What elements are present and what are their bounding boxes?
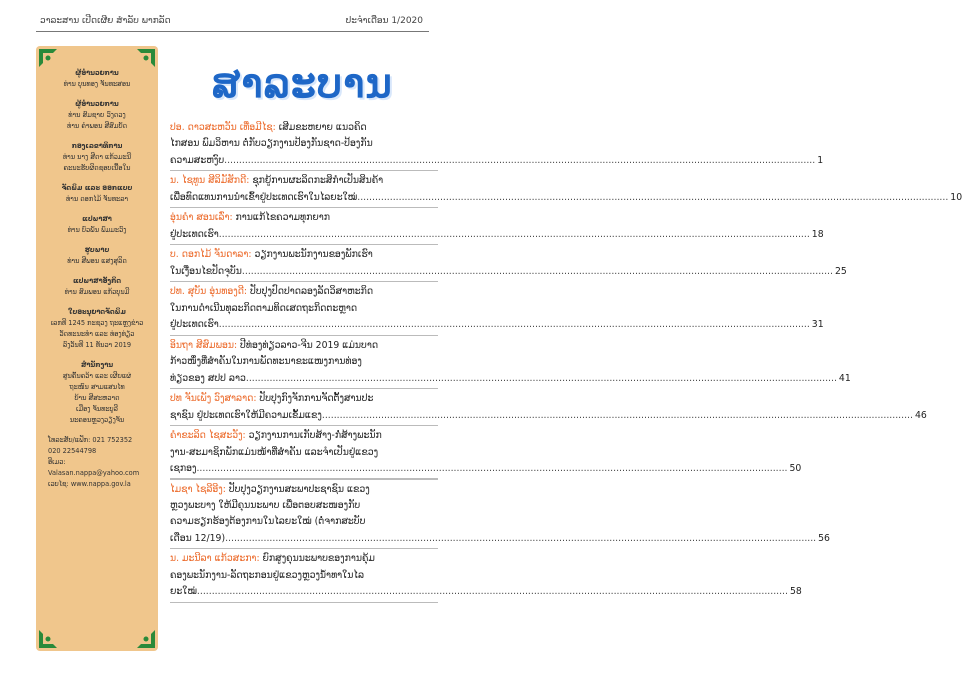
masthead-heading: ຈັດພິມ ແລະ ອອກແບບ <box>61 184 133 192</box>
masthead-heading: ໃບອະນຸຍາດຈັດພິມ <box>68 308 126 316</box>
toc-page-number: 58 <box>789 586 802 598</box>
contact-line: 020 22544798 <box>48 447 97 455</box>
header-rule <box>36 31 429 32</box>
toc-entry-last-line <box>170 317 824 333</box>
toc-title-text: ປັບປຸງປົດປາດລອງລັດວິສາຫະກິດ <box>247 286 374 298</box>
toc-entry-last-line <box>170 408 927 424</box>
toc-title-text: ຍະໃໝ່ <box>170 586 197 598</box>
toc-title-text: ຊຸກຍູ້ການຜະລິດກະສິກຳເປັນສິນຄ້າ <box>249 175 384 187</box>
toc-separator <box>170 548 438 549</box>
masthead-line: ຄະນະຮັບຜິດຊອບເນື້ອໃນ <box>63 164 131 172</box>
toc-author: ປທ. ສຸບັນ ອຸ່ນທອງດີ: <box>170 286 248 298</box>
toc-entry[interactable] <box>170 428 802 477</box>
toc-entry-first-line <box>170 210 438 226</box>
masthead-line: ທ່ານ ສົມພອນ ແກ້ວບຸນມີ <box>64 288 130 296</box>
masthead-line: ວັດທະນະທຳ ແລະ ທ່ອງທ່ຽວ <box>59 330 135 338</box>
leader-dots: ........................................................................................................................................................................................................ <box>225 532 817 544</box>
contact-line: ເວບໄຊ: www.nappa.gov.la <box>48 480 131 488</box>
toc-separator <box>170 602 438 603</box>
toc-entry-last-line <box>170 371 851 387</box>
toc-author: ນ. ໄຊທູນ ສີລິມັສັກດີ: <box>170 175 250 187</box>
masthead-line: ລົງວັນທີ 11 ທັນວາ 2019 <box>62 341 132 349</box>
header-journal-name: ວາລະສານ ເປີດເຜີຍ ສຳລັບ ພາກລັດ <box>40 16 171 26</box>
toc-author: ຄຳຂະລິດ ໄຊສະວັງ: <box>170 430 246 442</box>
toc-separator <box>170 425 438 426</box>
toc-title-text: ເດືອນ 12/19) <box>170 532 226 544</box>
toc-entry[interactable] <box>170 391 927 424</box>
toc-title-text: ປັບປຸງກົງຈັກການຈັດຕັ້ງສານປະ <box>256 393 374 405</box>
toc-page-number: 25 <box>834 265 847 277</box>
toc-entry[interactable] <box>170 120 824 169</box>
masthead-line: ບ້ານ ສີສະຫວາດ <box>74 394 120 402</box>
toc-title-text: ເຊກອງ <box>170 463 197 475</box>
toc-entry[interactable] <box>170 173 962 206</box>
toc-separator <box>170 335 438 336</box>
toc-title-text: ຄວາມສະຫງົບ <box>170 154 225 166</box>
corner-ornament-icon <box>39 49 57 67</box>
masthead-heading: ຜູ້ອຳນວຍການ <box>75 69 119 77</box>
toc-title-line: ກ້າວໜຶ່ງທີ່ສຳຄັນໃນການພັດທະນາຂະແໜງການທ່ອງ <box>170 356 362 368</box>
toc-entry-first-line <box>170 428 438 444</box>
toc-entry[interactable] <box>170 210 824 243</box>
leader-dots: ........................................................................................................................................................................................................ <box>218 319 810 331</box>
header-issue: ປະຈຳເດືອນ 1/2020 <box>345 16 423 26</box>
contact-line: Valasan.nappa@yahoo.com <box>48 469 140 477</box>
leader-dots: ........................................................................................................................................................................................................ <box>245 372 837 384</box>
page-header <box>0 0 465 38</box>
toc-page-number: 50 <box>789 463 802 475</box>
contact-line: ອີເມວ: <box>48 458 66 466</box>
masthead-line: ທ່ານ ສົມຊາຍ ວົງດວງ <box>68 111 126 119</box>
toc-entry-last-line <box>170 227 824 243</box>
toc-entry-first-line <box>170 482 438 498</box>
toc-entry-first-line <box>170 173 438 189</box>
masthead-block <box>48 360 146 426</box>
toc-title-line: ຄວາມຮຽກຮ້ອງຕ້ອງການໃນໄລຍະໃໝ່ (ຕໍ່ຈາກສະບັບ <box>170 516 366 528</box>
toc-title-text: ຍົກສູງຄຸນນະພາບຂອງການຄຸ້ມ <box>259 553 375 565</box>
toc-title-text: ທ່ຽວຂອງ ສປປ ລາວ <box>170 372 246 384</box>
toc-author: ບ. ດອກໄມ້ ຈັນດາລາ: <box>170 249 252 261</box>
leader-dots: ........................................................................................................................................................................................................ <box>241 265 833 277</box>
toc-entry-last-line <box>170 461 802 477</box>
toc-title-line: ຫຼວງພະບາງ ໃຫ້ມີຄຸນນະພາບ ເພື່ອຕອບສະໜອງກັບ <box>170 500 361 512</box>
masthead-block <box>48 245 146 267</box>
toc-page-number: 56 <box>818 532 830 544</box>
toc-entry[interactable] <box>170 551 802 600</box>
masthead-line: ທ່ານ ຄຳພອນ ສີສົມບັດ <box>67 122 127 130</box>
toc-entry-first-line <box>170 338 438 354</box>
toc-entry[interactable] <box>170 284 824 333</box>
toc-title-line: ໄກສອນ ພົມວິຫານ ຕໍ່ກັບວຽກງານປ້ອງກັນຊາດ-ປ້ອງກັນ <box>170 138 373 150</box>
toc-title-line: ຄອງພະນັກງານ-ລັດຖະກອນຢູ່ແຂວງຫຼວງນ້ຳທາໃນໄລ <box>170 569 364 581</box>
toc-title-line: ງານ-ສະມາຊິກພັກແມ່ນໜ້າທີ່ສຳຄັນ ແລະຈຳເປັນຢູ່ແຂວງ <box>170 446 379 458</box>
masthead-line: ນະຄອນຫຼວງວຽງຈັນ <box>69 416 125 424</box>
masthead-block <box>48 141 146 174</box>
toc-entry-last-line <box>170 190 962 206</box>
toc-title-text: ວຽກງານການເກັບສ້າງ-ກໍ່ສ້າງພະນັກ <box>245 430 382 442</box>
toc-title-line: ໃນການດຳເນີນທຸລະກິດຕາມທິດເສດຖະກິດຕະຫຼາດ <box>170 302 358 314</box>
toc-entry-first-line <box>170 551 438 567</box>
page-title: ສາລະບານ <box>212 60 393 107</box>
corner-ornament-icon <box>137 49 155 67</box>
toc-author: ນ. ມະນີລາ ແກ້ວສະກາ: <box>170 553 260 565</box>
toc-title-text: ໃນເງື່ອນໄຂປັດຈຸບັນ <box>170 265 242 277</box>
toc-page-number: 46 <box>914 409 927 421</box>
masthead-heading: ຜູ້ອຳນວຍການ <box>75 100 119 108</box>
masthead-block <box>48 276 146 298</box>
toc-separator <box>170 388 438 389</box>
corner-ornament-icon <box>137 630 155 648</box>
leader-dots: ........................................................................................................................................................................................................ <box>224 154 816 166</box>
leader-dots: ........................................................................................................................................................................................................ <box>218 228 810 240</box>
toc-entry-first-line <box>170 120 438 136</box>
toc-title-text: ຢູ່ປະເທດເຮົາ <box>170 228 219 240</box>
toc-title-text: ປີທ່ອງທ່ຽວລາວ-ຈີນ 2019 ແມ່ນບາດ <box>237 339 379 351</box>
toc-title-text: ຊາຊົນ ຢູ່ປະເທດເຮົາໃຫ້ມີຄວາມເຂັ້ມແຂງ <box>170 409 322 421</box>
masthead-line: ເມືອງ ຈັນທະບູລີ <box>76 405 118 413</box>
toc-page-number: 1 <box>817 154 824 166</box>
toc-entry-last-line <box>170 531 830 547</box>
masthead-heading: ກອງເລຂາທິການ <box>71 142 123 150</box>
masthead-block <box>48 214 146 236</box>
leader-dots: ........................................................................................................................................................................................................ <box>357 191 949 203</box>
corner-ornament-icon <box>39 630 57 648</box>
leader-dots: ........................................................................................................................................................................................................ <box>321 409 913 421</box>
toc-title-text: ເສີມຂະຫຍາຍ ແນວຄິດ <box>275 122 367 133</box>
toc-separator <box>170 478 438 479</box>
toc-entry-last-line <box>170 153 824 169</box>
masthead-heading: ສຳນັກງານ <box>80 361 114 369</box>
toc-page-number: 18 <box>811 228 824 240</box>
toc-separator <box>170 281 438 282</box>
toc-page-number: 10 <box>950 191 962 203</box>
masthead-heading: ແປພາສາ <box>82 215 112 223</box>
toc-author: ອິນຖາ ສີສົມພອນ: <box>170 339 238 351</box>
masthead-line: ສູນຄົ້ນຄວ້າ ແລະ ເຜີຍແຜ່ <box>62 372 132 380</box>
toc-entry-first-line <box>170 247 438 263</box>
toc-title-text: ປັບປຸງວຽກງານສະພາປະຊາຊົນ ແຂວງ <box>225 483 370 495</box>
masthead-line: ທ່ານ ບຸນທອງ ຈັນທະສອນ <box>63 80 131 88</box>
toc-entry[interactable] <box>170 338 851 387</box>
toc-separator <box>170 244 438 245</box>
toc-title-text: ການແກ້ໄຂຄວາມທຸກຍາກ <box>232 212 330 224</box>
toc-title-text: ເພື່ອທົດແທນການນຳເຂົ້າຢູ່ປະເທດເຮົາໃນໄລຍະໃໝ່ <box>170 191 358 203</box>
toc-entry[interactable] <box>170 482 830 548</box>
toc-author: ໄມຊາ ໄຊລີອີງ: <box>170 483 226 495</box>
toc-title-text: ຢູ່ປະເທດເຮົາ <box>170 319 219 331</box>
toc-page-number: 31 <box>811 319 824 331</box>
toc-entry[interactable] <box>170 247 847 280</box>
masthead-heading: ແປພາສາອັງກິດ <box>72 277 122 285</box>
masthead-sidebar <box>36 46 158 651</box>
toc-separator <box>170 207 438 208</box>
contact-line: ໂທລະສັບ/ແຟັກ: 021 752352 <box>48 436 133 444</box>
toc-author: ອຸ່ນຄໍາ ສອນເລົ່າ: <box>170 212 233 224</box>
leader-dots: ........................................................................................................................................................................................................ <box>196 586 788 598</box>
toc-author: ປທ ຈັນເພັງ ວົງສາລາດ: <box>170 393 257 405</box>
masthead-block <box>48 99 146 132</box>
masthead-block <box>48 307 146 351</box>
masthead-line: ເລກທີ 1245 ກະຊວງ ຖະແຫຼງຂ່າວ <box>50 319 144 327</box>
masthead-block <box>48 183 146 205</box>
toc-title-text: ວຽກງານພະນັກງານຂອງພັກເຮົາ <box>251 249 373 261</box>
masthead-line: ທ່ານ ສີພອນ ແສງສຸລິດ <box>67 257 127 265</box>
masthead-block <box>48 68 146 90</box>
leader-dots: ........................................................................................................................................................................................................ <box>196 463 788 475</box>
masthead-line: ຖະໜົນ ສາມແສນໄທ <box>69 383 125 391</box>
masthead-line: ທ່ານ ດອກໄມ້ ຈັນທະລາ <box>65 195 129 203</box>
toc-separator <box>170 170 438 171</box>
table-of-contents <box>170 120 962 605</box>
masthead-line: ທ່ານ ບົວພັນ ພົມມະວົງ <box>67 226 127 234</box>
masthead-line: ທ່ານ ນາງ ສີດາ ແກ້ວມະນີ <box>62 153 132 161</box>
masthead-content <box>48 68 146 490</box>
masthead-heading: ຮູບພາບ <box>84 246 110 254</box>
contact-block <box>48 435 146 490</box>
toc-entry-last-line <box>170 584 802 600</box>
toc-entry-first-line <box>170 284 438 300</box>
toc-entry-first-line <box>170 391 438 407</box>
toc-author: ປອ. ດາວສະຫວັນ ເທື່ອມີໄຊ: <box>170 122 276 133</box>
toc-page-number: 41 <box>838 372 851 384</box>
toc-entry-last-line <box>170 264 847 280</box>
